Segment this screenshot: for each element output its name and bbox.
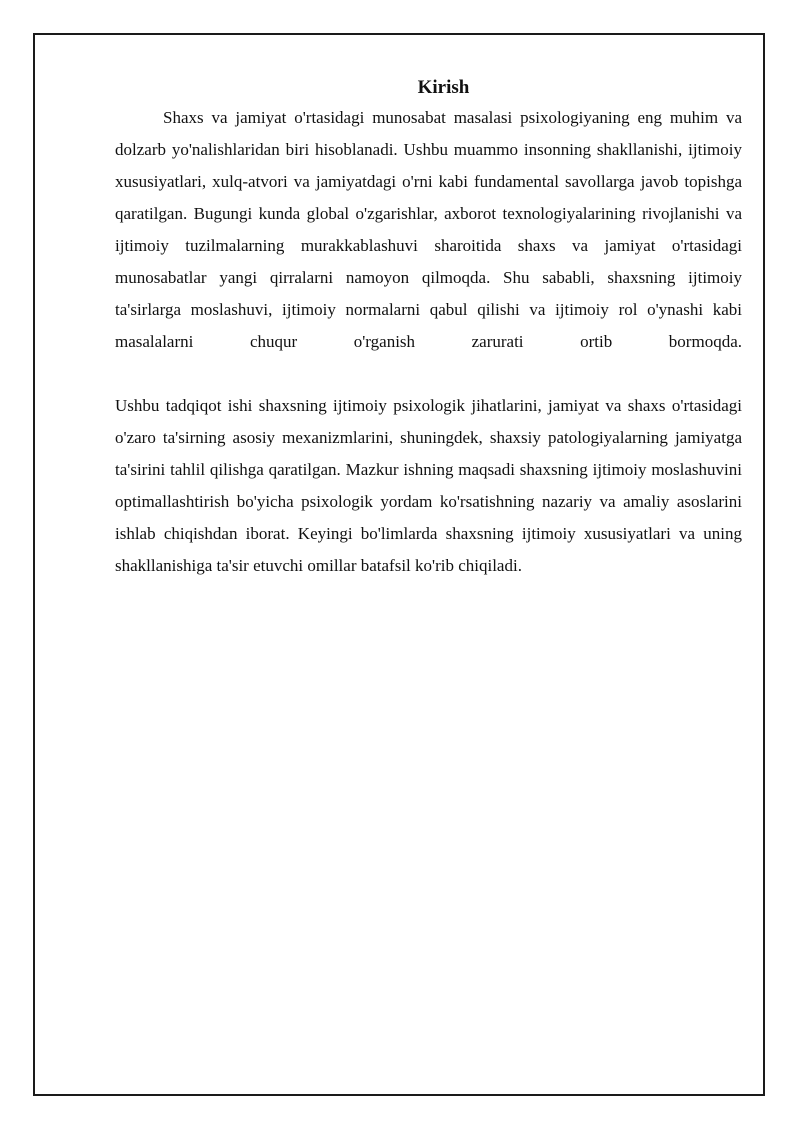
page-title: Kirish — [417, 77, 470, 98]
paragraph-research: Ushbu tadqiqot ishi shaxsning ijtimoiy psixologik jihatlarini, jamiyat va shaxs o'rtasidagi o'zaro ta'sirning asosiy mexanizmlarini, shuningdek, shaxsiy patologiyalarning jamiyatga ta'sirini tahlil qilishga qaratilgan. Mazkur ishning maqsadi shaxsning ijtimoiy moslashuvini optimallashtirish bo'yicha psixologik yordam ko'rsatishning nazariy va amaliy asoslarini ishlab chiqishdan iborat. Keyingi bo'limlarda shaxsning ijtimoiy xususiyatlari va uning shakllanishiga ta'sir etuvchi omillar batafsil ko'rib chiqiladi. — [115, 396, 742, 575]
paragraph-intro: Shaxs va jamiyat o'rtasidagi munosabat masalasi psixologiyaning eng muhim va dolzarb yo'nalishlaridan biri hisoblanadi. Ushbu muammo insonning shakllanishi, ijtimoiy xususiyatlari, xulq-atvori va jamiyatdagi o'rni kabi fundamental savollarga javob topishga qaratilgan. Bugungi kunda global o'zgarishlar, axborot texnologiyalarining rivojlanishi va ijtimoiy tuzilmalarning murakkablashuvi sharoitida shaxs va jamiyat o'rtasidagi munosabatlar yangi qirralarni namoyon qilmoqda. Shu sababli, shaxsning ijtimoiy ta'sirlarga moslashuvi, ijtimoiy normalarni qabul qilishi va ijtimoiy rol o'ynashi kabi masalalarni chuqur o'rganish zarurati ortib bormoqda. — [115, 108, 742, 351]
document-body — [115, 74, 742, 582]
